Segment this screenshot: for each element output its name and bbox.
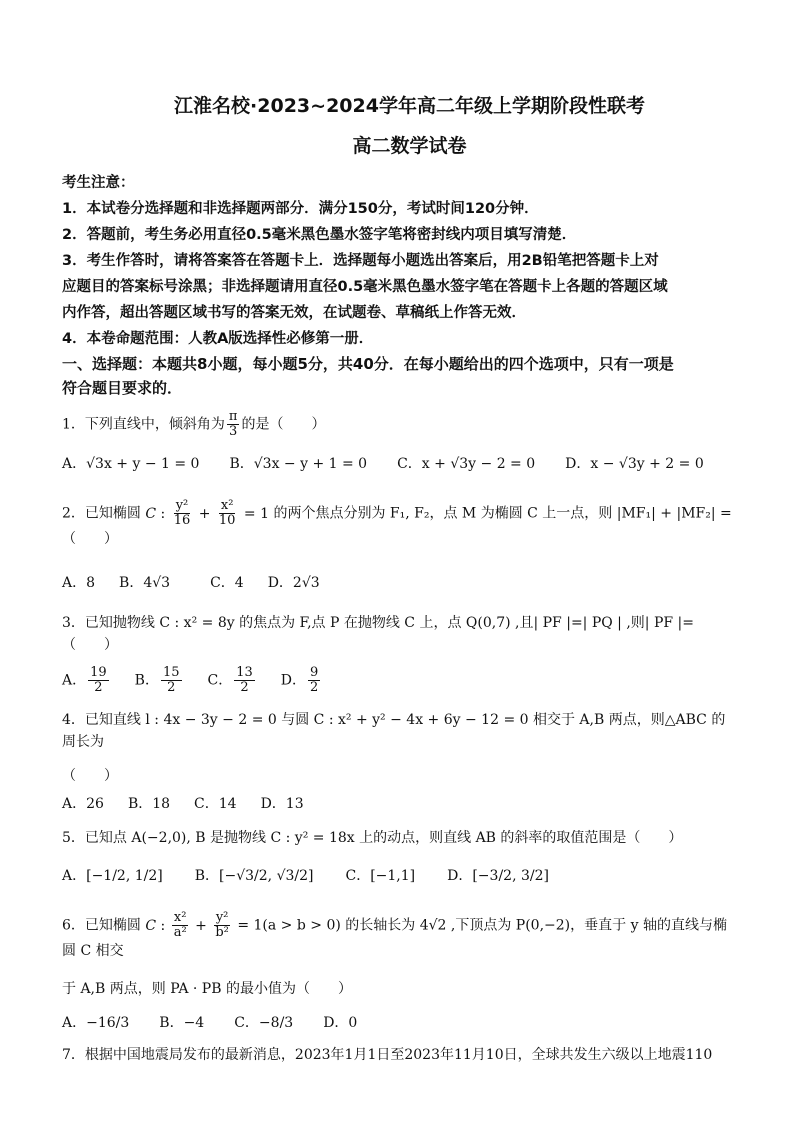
question-1 xyxy=(62,410,737,439)
q6-stem-pre: 6．已知椭圆 xyxy=(62,917,141,934)
option-a: A．√3x + y − 1 = 0 xyxy=(62,456,200,472)
exam-title: 江淮名校·2023~2024学年高二年级上学期阶段性联考 xyxy=(174,95,645,117)
notice-item: 4．本卷命题范围：人教A版选择性必修第一册． xyxy=(62,331,374,347)
q6-options xyxy=(62,1012,737,1032)
option-c: C．[−1,1] xyxy=(345,868,416,884)
notice-item: 3．考生作答时，请将答案答在答题卡上．选择题每小题选出答案后，用2B铅笔把答题卡上对 xyxy=(62,253,659,269)
option-b: B．√3x − y + 1 = 0 xyxy=(229,456,368,472)
option-c: C．x + √3y − 2 = 0 xyxy=(397,456,536,472)
question-3: 3．已知抛物线 C : x² = 8y 的焦点为 F,点 P 在抛物线 C 上，点 Q(0,7) ,且| PF |=| PQ | ,则| PF |=（ ） xyxy=(62,615,695,653)
option-b: B．4√3 xyxy=(119,575,171,591)
q1-options xyxy=(62,453,737,473)
question-2 xyxy=(62,499,737,550)
option-d: D．[−3/2, 3/2] xyxy=(447,868,549,884)
option-d: D．0 xyxy=(323,1015,358,1031)
q1-stem-post: 的是（ ） xyxy=(241,416,326,433)
notice-heading: 考生注意： xyxy=(62,175,135,191)
q6-ellipse-equation: C : $\frac{\text{x²}}{\text{a²}}$ + $\frac{\text{y²}}{\text{b²}}$ xyxy=(145,910,229,940)
q6-stem-line2: 于 A,B 两点，则 PA · PB 的最小值为（ ） xyxy=(62,981,352,997)
q2-stem-mid: 的两个焦点分别为 F₁, F₂，点 M 为椭圆 C 上一点，则 |MF₁| + |MF₂| =（ ） xyxy=(62,505,732,547)
option-b: B． $\frac{15}{2}$ xyxy=(134,665,180,695)
q2-stem-pre: 2．已知椭圆 xyxy=(62,505,141,522)
exam-page xyxy=(62,92,737,1066)
option-c: C．4 xyxy=(210,575,244,591)
exam-subtitle: 高二数学试卷 xyxy=(352,135,467,157)
option-d: D．13 xyxy=(260,796,304,812)
option-c: C．14 xyxy=(194,796,237,812)
option-c: C．−8/3 xyxy=(234,1015,294,1031)
section-heading-cont: 符合题目要求的． xyxy=(62,379,183,397)
q2-ellipse-equation: C : $\frac{\text{y²}}{16}$ + $\frac{\text{x²}}{10}$ = 1 xyxy=(145,498,269,528)
option-c: C． $\frac{13}{2}$ xyxy=(207,665,253,695)
section-heading: 一、选择题：本题共8小题，每小题5分，共40分．在每小题给出的四个选项中，只有一项是 xyxy=(62,355,674,373)
notice-item: 应题目的答案标号涂黑；非选择题请用直径0.5毫米黑色墨水签字笔在答题卡上各题的答题区域 xyxy=(62,279,668,295)
q4-options xyxy=(62,793,737,813)
q3-options xyxy=(62,666,737,695)
option-b: B．18 xyxy=(127,796,171,812)
q5-options xyxy=(62,865,737,885)
question-5: 5．已知点 A(−2,0), B 是抛物线 C : y² = 18x 上的动点，则直线 AB 的斜率的取值范围是（ ） xyxy=(62,830,683,846)
question-7: 7．根据中国地震局发布的最新消息，2023年1月1日至2023年11月10日，全球共发生六级以上地震110 xyxy=(62,1047,713,1063)
option-b: B．−4 xyxy=(159,1015,205,1031)
q6-stem-mid: = 1(a > b > 0) 的长轴长为 4√2 ,下顶点为 P(0,−2)，垂直于 y 轴的直线与椭圆 C 相交 xyxy=(62,917,727,959)
option-a: A．−16/3 xyxy=(62,1015,130,1031)
option-a: A．8 xyxy=(62,575,96,591)
option-d: D．x − √3y + 2 = 0 xyxy=(565,456,704,472)
option-d: D．2√3 xyxy=(267,575,320,591)
option-b: B．[−√3/2, √3/2] xyxy=(194,868,314,884)
q1-fraction: $\frac{\pi}{3}$ xyxy=(228,409,238,439)
option-a: A．[−1/2, 1/2] xyxy=(62,868,163,884)
notice-item: 2．答题前，考生务必用直径0.5毫米黑色墨水签字笔将密封线内项目填写清楚． xyxy=(62,227,577,243)
q4-answer-paren: （ ） xyxy=(62,768,118,784)
option-a: A． $\frac{19}{2}$ xyxy=(62,665,107,695)
notice-item: 内作答，超出答题区域书写的答案无效，在试题卷、草稿纸上作答无效． xyxy=(62,305,526,321)
notice-block xyxy=(62,170,737,352)
question-6 xyxy=(62,911,737,962)
option-a: A．26 xyxy=(62,796,104,812)
q1-stem-pre: 1．下列直线中，倾斜角为 xyxy=(62,416,225,433)
option-d: D． $\frac{9}{2}$ xyxy=(280,665,319,695)
question-4: 4．已知直线 l : 4x − 3y − 2 = 0 与圆 C : x² + y² − 4x + 6y − 12 = 0 相交于 A,B 两点，则△ABC 的周长为 xyxy=(62,712,726,750)
notice-item: 1．本试卷分选择题和非选择题两部分．满分150分，考试时间120分钟． xyxy=(62,201,539,217)
q2-options xyxy=(62,572,737,592)
